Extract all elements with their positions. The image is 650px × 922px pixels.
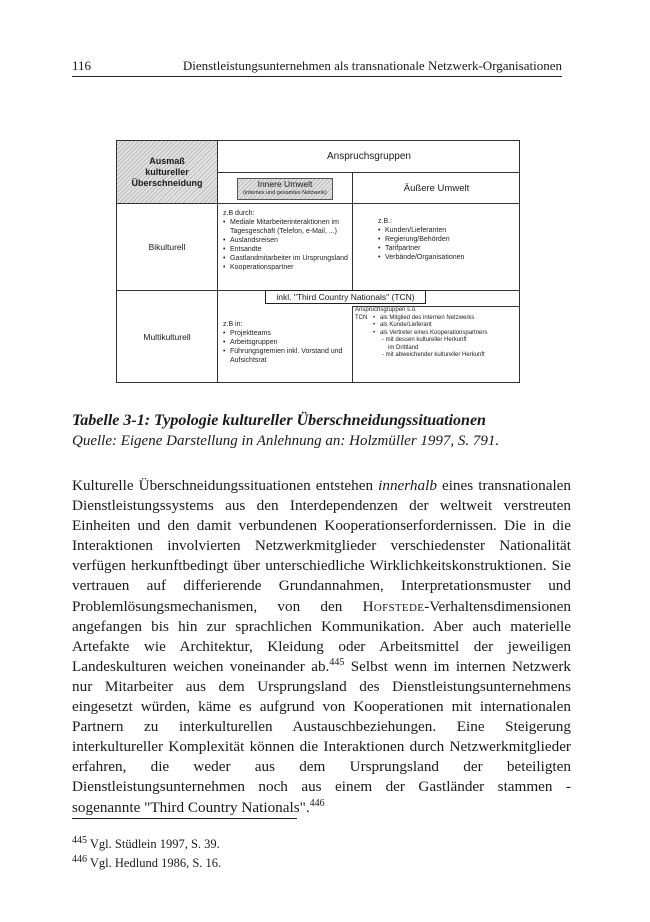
row1-inner-list bbox=[223, 218, 351, 272]
footnote bbox=[72, 855, 221, 871]
inner-env-title: Innere Umwelt bbox=[257, 179, 313, 189]
list-subitem: im Drittland bbox=[388, 344, 419, 351]
running-header bbox=[72, 58, 562, 77]
divider-v1 bbox=[217, 140, 218, 383]
list-item: • als Mitglied des internen Netzwerks bbox=[373, 315, 487, 323]
author-name-smallcaps: Hofstede bbox=[362, 597, 425, 615]
inner-env-sub: (internes und gesamtes Netzwerk) bbox=[243, 190, 327, 196]
footnote-separator bbox=[72, 818, 297, 819]
row2-inner-list bbox=[223, 329, 350, 365]
tcn-box: inkl. "Third Country Nationals" (TCN) bbox=[265, 290, 426, 304]
list-item: • Projektteams bbox=[223, 329, 350, 338]
list-item: • Verbände/Organisationen bbox=[378, 253, 513, 262]
row2-inner-cell bbox=[223, 320, 350, 365]
list-item: • Arbeitsgruppen bbox=[223, 338, 350, 347]
list-item: • Regierung/Behörden bbox=[378, 235, 513, 244]
row2-outer-tcn: TCN bbox=[355, 314, 368, 321]
outer-env-header: Äußere Umwelt bbox=[403, 182, 470, 194]
body-text-3: -Verhaltensdimensionen angefangen bis hin zur sprachlichen Kommunikation. Aber auch materielle Artefakte wie Architektur, Kleidung oder Arbeitsmittel der jeweiligen Landeskulturen weichen voneinander ab. bbox=[72, 597, 571, 675]
footnote-text: Vgl. Stüdlein 1997, S. 39. bbox=[89, 837, 220, 851]
body-text-1: Kulturelle Überschneidungssituationen entstehen bbox=[72, 477, 379, 494]
row2-outer-tcn-block bbox=[355, 315, 519, 360]
list-subitem: - mit dessen kultureller Herkunft bbox=[382, 337, 467, 343]
inner-env-header bbox=[237, 178, 333, 200]
footnote-ref[interactable]: 446 bbox=[309, 797, 325, 809]
row2-outer-intro: Anspruchsgruppen s.o. bbox=[355, 307, 417, 313]
table-caption bbox=[72, 411, 572, 451]
row2-outer-list bbox=[373, 315, 487, 338]
body-text-4: Selbst wenn im internen Netzwerk nur Mitarbeiter aus dem Ursprungsland des Dienstleistungsunternehmens eingesetzt würden, käme es aufgrund von Kooperationen mit internationalen Partnern zu interkulturellen Austauschbeziehungen. Eine Steigerung interkultureller Komplexität können die Interaktionen durch Netzwerkmitglieder erfahren, die weder aus dem Ursprungsland der beteiligten Dienstleistungsunternehmen noch aus einem der Gastländer stammen - sogenannte "Third Country Nationals". bbox=[72, 657, 571, 816]
page-number: 116 bbox=[72, 58, 92, 73]
body-text-2: eines transnationalen Dienstleistungssystems aus den Interdependenzen der weltweit verstreuten Einheiten und den damit verbundenen Kooperationserfordernissen. Die in die Interaktionen involvierten Netzwerkmitglieder verschiedenster Nationalität verfügen herkunftbedingt über unterschiedliche Wirklichkeitskonstruktionen. Sie vertrauen auf differierende Grundannahmen, Interpretationsmuster und Problemlösungsmechanismen, von den bbox=[72, 477, 571, 615]
corner-label: Ausmaß kultureller Überschneidung bbox=[131, 155, 203, 188]
footnote bbox=[72, 836, 220, 852]
row2-inner-intro: z.B in: bbox=[223, 321, 243, 328]
caption-title: Tabelle 3-1: Typologie kultureller Überschneidungssituationen bbox=[72, 412, 486, 429]
footnote-text: Vgl. Hedlund 1986, S. 16. bbox=[89, 856, 222, 870]
list-item: • Auslandsreisen bbox=[223, 236, 351, 245]
row1-outer-list bbox=[378, 226, 513, 262]
running-title: Dienstleistungsunternehmen als transnationale Netzwerk-Organisationen bbox=[182, 58, 562, 73]
list-item: • Kunden/Lieferanten bbox=[378, 226, 513, 235]
typology-figure bbox=[116, 140, 520, 383]
row2-outer-cell bbox=[355, 307, 519, 360]
list-item: • als Kunde/Lieferant bbox=[373, 322, 487, 330]
list-item: • Tarifpartner bbox=[378, 244, 513, 253]
caption-source: Quelle: Eigene Darstellung in Anlehnung an: Holzmüller 1997, S. 791. bbox=[72, 433, 500, 449]
row2-outer-lists bbox=[373, 315, 487, 360]
footnote-ref[interactable]: 445 bbox=[329, 656, 345, 668]
row-label-multikulturell: Multikulturell bbox=[143, 331, 191, 342]
list-item: • Kooperationspartner bbox=[223, 263, 351, 272]
row1-inner-intro: z.B durch: bbox=[223, 210, 255, 217]
body-paragraph bbox=[72, 476, 571, 818]
row1-inner-cell bbox=[223, 209, 351, 272]
list-item: • Führungsgremien inkl. Vorstand und Aufsichtsrat bbox=[223, 347, 350, 365]
list-item: • Entsandte bbox=[223, 245, 351, 254]
row-label-bikulturell: Bikulturell bbox=[148, 242, 186, 252]
row1-outer-cell bbox=[378, 217, 513, 262]
body-emphasis: innerhalb bbox=[378, 477, 437, 494]
list-item: • Gastlandmitarbeiter im Ursprungsland bbox=[223, 254, 351, 263]
footnote-number: 446 bbox=[72, 853, 87, 865]
corner-cell bbox=[117, 141, 217, 203]
list-item: • Mediale Mitarbeiterinteraktionen im Tagesgeschäft (Telefon, e-Mail, ...) bbox=[223, 218, 351, 236]
row1-outer-intro: z.B.: bbox=[378, 218, 393, 225]
list-subitem: - mit abweichender kultureller Herkunft bbox=[382, 352, 485, 358]
column-group-header: Anspruchsgruppen bbox=[327, 150, 411, 162]
list-item: • als Vertreter eines Kooperationspartners bbox=[373, 330, 487, 338]
footnote-number: 445 bbox=[72, 834, 87, 846]
